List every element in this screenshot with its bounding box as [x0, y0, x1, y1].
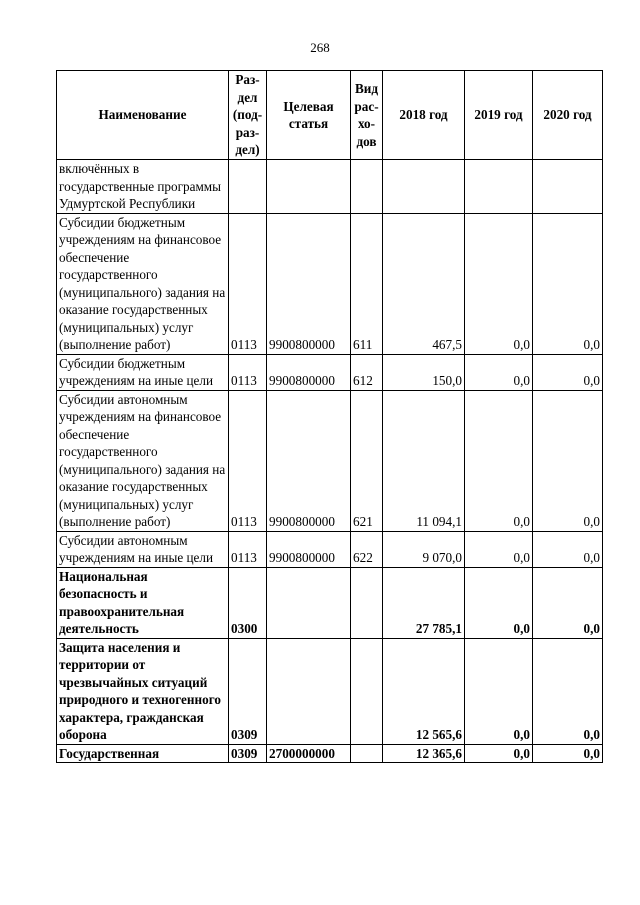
row-2019: 0,0 [465, 531, 533, 567]
row-2019: 0,0 [465, 638, 533, 744]
table-row [57, 390, 603, 531]
row-razdel: 0309 [229, 744, 267, 763]
row-name: Субсидии автономным учреждениям на иные цели [57, 531, 229, 567]
header-vid-text: Вид рас-хо-дов [354, 81, 379, 149]
table-header-row [57, 71, 603, 160]
row-statya: 9900800000 [267, 390, 351, 531]
budget-table [56, 70, 603, 763]
header-statya-text: Целевая статья [283, 98, 334, 131]
row-razdel: 0113 [229, 531, 267, 567]
row-statya: 9900800000 [267, 354, 351, 390]
row-name: Защита населения и территории от чрезвычайных ситуаций природного и техногенного характера, гражданская оборона [57, 638, 229, 744]
row-statya [267, 160, 351, 214]
row-razdel: 0300 [229, 567, 267, 638]
row-2020: 0,0 [533, 638, 603, 744]
row-vid: 611 [351, 213, 383, 354]
row-name: Субсидии автономным учреждениям на финансовое обеспечение государственного (муниципального) задания на оказание государственных (муниципальных) услуг (выполнение работ) [57, 390, 229, 531]
row-name: Субсидии бюджетным учреждениям на финансовое обеспечение государственного (муниципального) задания на оказание государственных (муниципальных) услуг (выполнение работ) [57, 213, 229, 354]
row-2018 [383, 160, 465, 214]
header-razdel [229, 71, 267, 160]
row-2019: 0,0 [465, 744, 533, 763]
row-name: включённых в государственные программы Удмуртской Республики [57, 160, 229, 214]
row-statya: 9900800000 [267, 531, 351, 567]
row-razdel: 0113 [229, 354, 267, 390]
table-row-section [57, 567, 603, 638]
row-2020 [533, 160, 603, 214]
row-2020: 0,0 [533, 744, 603, 763]
table-row [57, 531, 603, 567]
header-statya [267, 71, 351, 160]
row-statya [267, 638, 351, 744]
row-name: Государственная [57, 744, 229, 763]
row-statya [267, 567, 351, 638]
page-number: 268 [310, 40, 330, 55]
row-razdel: 0309 [229, 638, 267, 744]
table-row [57, 213, 603, 354]
table-row [57, 160, 603, 214]
row-razdel: 0113 [229, 213, 267, 354]
table-row [57, 354, 603, 390]
row-2018: 27 785,1 [383, 567, 465, 638]
header-2019: 2019 год [465, 71, 533, 160]
row-vid [351, 567, 383, 638]
table-row-section [57, 744, 603, 763]
row-2020: 0,0 [533, 213, 603, 354]
header-name: Наименование [57, 71, 229, 160]
row-statya: 9900800000 [267, 213, 351, 354]
row-name: Национальная безопасность и правоохранительная деятельность [57, 567, 229, 638]
row-2019: 0,0 [465, 390, 533, 531]
row-name: Субсидии бюджетным учреждениям на иные цели [57, 354, 229, 390]
row-2018: 11 094,1 [383, 390, 465, 531]
row-razdel: 0113 [229, 390, 267, 531]
table-row-section [57, 638, 603, 744]
row-2020: 0,0 [533, 567, 603, 638]
row-2018: 467,5 [383, 213, 465, 354]
row-vid [351, 638, 383, 744]
row-2019: 0,0 [465, 213, 533, 354]
row-2019: 0,0 [465, 567, 533, 638]
row-2020: 0,0 [533, 531, 603, 567]
row-2019 [465, 160, 533, 214]
header-2018: 2018 год [383, 71, 465, 160]
row-2020: 0,0 [533, 354, 603, 390]
row-2018: 9 070,0 [383, 531, 465, 567]
row-2020: 0,0 [533, 390, 603, 531]
row-razdel [229, 160, 267, 214]
row-vid [351, 744, 383, 763]
row-statya: 2700000000 [267, 744, 351, 763]
row-vid: 622 [351, 531, 383, 567]
row-vid: 612 [351, 354, 383, 390]
row-vid [351, 160, 383, 214]
row-vid: 621 [351, 390, 383, 531]
row-2019: 0,0 [465, 354, 533, 390]
row-2018: 12 565,6 [383, 638, 465, 744]
header-razdel-text: Раз-дел (под-раз-дел) [232, 72, 263, 158]
header-vid [351, 71, 383, 160]
row-2018: 12 365,6 [383, 744, 465, 763]
row-2018: 150,0 [383, 354, 465, 390]
header-2020: 2020 год [533, 71, 603, 160]
